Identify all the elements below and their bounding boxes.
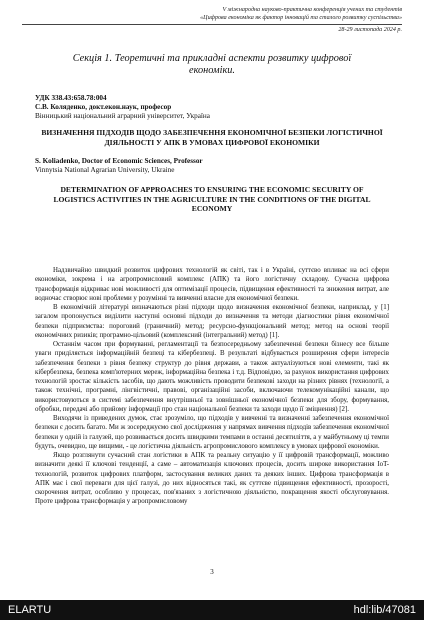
conference-header-line-1: V міжнародна науково-практична конференція учених та студентів	[222, 7, 402, 13]
affiliation-en: Vinnytsia National Agrarian University, Ukraine	[35, 166, 175, 174]
paragraph: В економічній літературі визначаються різні підходи щодо визначення економічної безпеки, наприклад, у [1] загалом пропонується виділити наступні основні підходи до визначення та методи діагностики рівня економічної безпеки підприємства: пороговий (граничний) метод; ресурсно-функціональний метод; метод на основі теорії економічних ризиків; програмно-цільовий (комплексний (інтегральний) метод) [1].	[35, 304, 389, 339]
paragraph: Надзвичайно швидкий розвиток цифрових технологій як світі, так і в Україні, суттєво впливає на всі сфери економіки, зокрема і на агропромисловий комплекс (АПК) та його логістичну складову. Сучасна цифрова трансформація відкриває нові можливості для оптимізації процесів, підвищення ефективності та зниження витрат, але водночас створює нові проблеми у розумінні та вивченні власне для економічної безпеки.	[35, 267, 389, 302]
header-rule	[22, 24, 402, 25]
paragraph: Останнім часом при формуванні, регламентації та безпосередньому забезпеченні безпеки бізнесу все більше уваги приділяється інформаційній безпеці та кібербезпеці. В результаті відбувається розширення сфери інтересів забезпечення безпеки з рівня безпеку структур до рівня держави, а також актуалізуються нові елементи, такі як кібербезпека, безпека комп'ютерних мереж, інформаційна безпека і т.д. Відповідно, за рахунок використання цифрових технологій зростає кількість засобів, що дають можливість проводити безпекові заходи на різних рівнях (технології, а також технічні, програмні, лінгвістичні, правові, організаційні засоби, включаючи телекомунікаційні канали, що використовуються в системі забезпечення внутрішньої та зовнішньої економічної безпеки для збору, формування, обробки, передачі або прийому інформації про стан національної безпеки та заходи щодо її зміцнення) [2].	[35, 341, 389, 413]
paragraph: Виходячи із приведених думок, стає зрозуміло, що підходів у вивченні та визначенні забезпечення економічної безпеки є досить багато. Ми ж зосереджуємо свої дослідження у напрямах вивчення підходів забезпечення економічної безпеки у одній із галузей, що розвивається досить швидкими темпами в останні десятиліття, а у майбутньому ці темпи будуть, очевидно, ще вищими, - це логістична діяльність агропромислового комплексу в умовах цифрової економіки.	[35, 415, 389, 450]
title-ua: ВИЗНАЧЕННЯ ПІДХОДІВ ЩОДО ЗАБЕЗПЕЧЕННЯ ЕКОНОМІЧНОЇ БЕЗПЕКИ ЛОГІСТИЧНОЇ ДІЯЛЬНОСТІ У АПК В УМОВАХ ЦИФРОВОЇ ЕКОНОМІКИ	[41, 128, 383, 147]
udc-code: УДК 338.43:658.78:004	[35, 94, 107, 102]
author-ua: С.В. Коляденко, докт.екон.наук, професор	[35, 103, 172, 111]
section-title: Секція 1. Теоретичні та прикладні аспекти розвитку цифрової економіки.	[72, 53, 352, 76]
paragraph: Якщо розглянути сучасний стан логістики в АПК та реальну ситуацію у її цифровій трансформації, можливо визначити деякі її ключові тенденції, а саме – автоматизація ключових процесів, досить широке використання IoT-технологій, розвиток цифрових платформ, застосування великих даних та деяких інших. Цифрова трансформація в АПК має і свої переваги для цієї галузі, до них відносяться такі, як суттєве підвищення ефективності, прозорості, скорочення витрат, особливо у процесах, пов'язаних з логістичною діяльністю, покращення якості обслуговування. Проте цифрова трансформація у агропромисловому	[35, 452, 389, 506]
conference-header-line-2: «Цифрова економіка як фактор інновацій та сталого розвитку суспільства»	[200, 15, 402, 21]
author-en: S. Koliadenko, Doctor of Economic Sciences, Professor	[35, 157, 203, 165]
repository-name: ELARTU	[8, 604, 52, 616]
title-en: DETERMINATION OF APPROACHES TO ENSURING THE ECONOMIC SECURITY OF LOGISTICS ACTIVITIES IN THE AGRICULTURE IN THE CONDITIONS OF THE DIGITAL ECONOMY	[53, 185, 371, 213]
handle-id: hdl:lib/47081	[353, 604, 416, 616]
page-number: 3	[210, 568, 214, 576]
article-body	[35, 266, 389, 507]
repository-footer-bar	[0, 600, 424, 620]
conference-date: 28-29 листопада 2024 р.	[338, 27, 402, 33]
affiliation-ua: Вінницький національний аграрний університет, Україна	[35, 112, 210, 120]
